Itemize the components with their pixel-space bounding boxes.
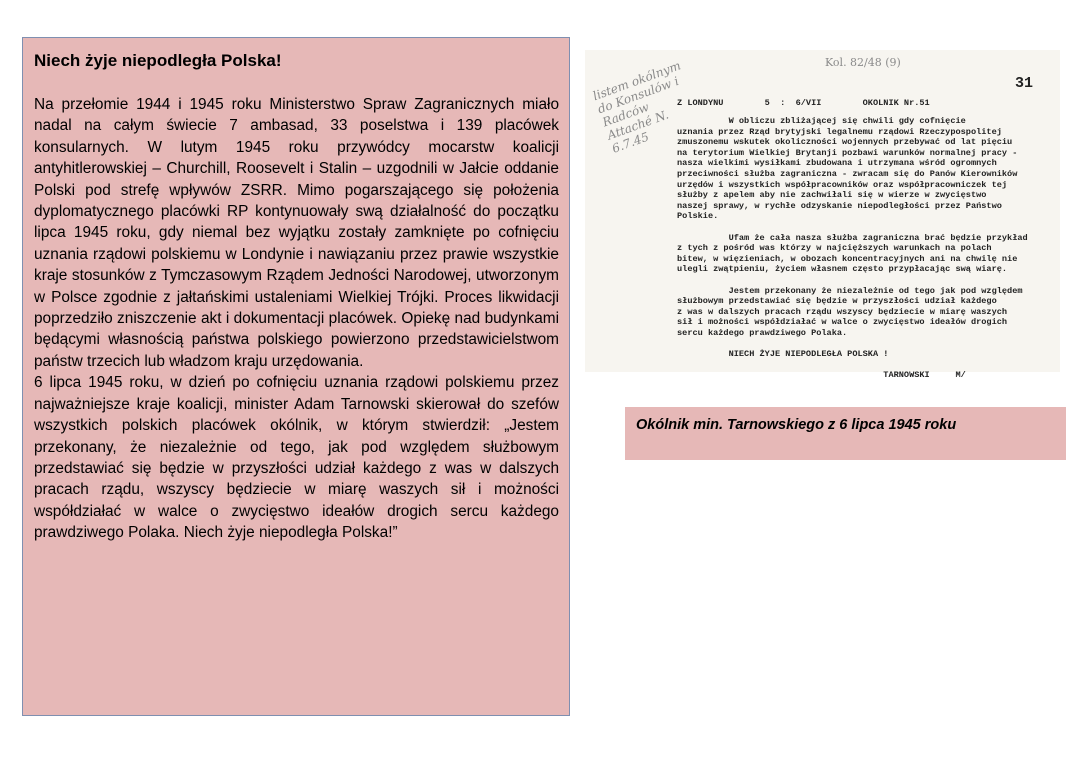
page-number: 31 [1015, 75, 1034, 92]
handwritten-note: listem okólnym do Konsulów i Radców Attaché N. 6.7.45 [591, 58, 683, 156]
image-caption: Okólnik min. Tarnowskiego z 6 lipca 1945 roku [625, 407, 1066, 460]
article-paragraph: 6 lipca 1945 roku, w dzień po cofnięciu uznania rządowi polskiemu przez najważniejsze kraje koalicji, minister Adam Tarnowski skierował do szefów wszystkich polskich placówek okólnik, w którym stwierdził: „Jestem przekonany, że niezależnie od tego, jak pod względem służbowym przedstawiać się będzie w przyszłości udział każdego z was w dalszych pracach rządu, wszyscy będziecie w miarę waszych sił i możności współdziałać w walce o zwycięstwo ideałów drogich sercu każdego prawdziwego Polaka. Niech żyje niepodległa Polska!” [34, 374, 559, 542]
article-title: Niech żyje niepodległa Polska! [34, 51, 282, 70]
letter-body: W obliczu zbliżającej się chwili gdy cofnięcie uznania przez Rząd brytyjski legalnemu rządowi Rzeczypospolitej zmuszonemu wskutek okoliczności wojennych przebywać od lat pięciu na terytorium Wielkiej Brytanji pozbawi warunków normalnej pracy - nasza wielkimi wysiłkami zbudowana i utrzymana wśród ogromnych przeciwności służba zagraniczna - zwracam się do Panów Kierowników urzędów i wszystkich współpracowników oraz współpracowniczek tej służby z apelem aby nie zachwiłali się w wierze w zwycięstwo naszej sprawy, w rychłe odzyskanie niepodległości przez Państwo Polskie. Ufam że cała nasza służba zagraniczna brać będzie przykład z tych z pośród was którzy w najcięższych warunkach na polach bitew, w więzieniach, w obozach koncentracyjnych ani na chwilę nie ulegli zwątpieniu, życiem własnem często przypłacając swą wiarę. Jestem przekonany że niezależnie od tego jak pod względem służbowym przedstawiać się będzie w przyszłości udział każdego z was w dalszych pracach rządu wszyscy będziecie w miarę waszych sił i możności współdziałać w walce o zwycięstwo ideałów drogich sercu każdego prawdziwego Polaka. NIECH ŻYJE NIEPODLEGŁA POLSKA ! TARNOWSKI M/ [677, 116, 1028, 381]
circular-letter-scan [585, 50, 1060, 381]
letter-header: Z LONDYNU 5 : 6/VII OKOLNIK Nr.51 [677, 98, 930, 108]
article-paragraph: Na przełomie 1944 i 1945 roku Ministerstwo Spraw Zagranicznych miało nadal na całym świecie 7 ambasad, 33 poselstwa i 139 placówek konsularnych. W lutym 1945 roku przywódcy mocarstw koalicji antyhitlerowskiej – Churchill, Roosevelt i Stalin – uzgodnili w Jałcie oddanie Polski pod strefę wpływów ZSRR. Mimo pogarszającego się położenia dyplomatycznego placówki RP kontynuowały swą działalność do początku lipca 1945 roku, gdy niemal bez wyjątku zostały zamknięte po cofnięciu uznania rządowi polskiemu w Londynie i nawiązaniu przez prawie wszystkie kraje stosunków z Tymczasowym Rządem Jedności Narodowej, utworzonym w Polsce zgodnie z jałtańskimi ustaleniami Wielkiej Trójki. Proces likwidacji poprzedziło zniszczenie akt i dokumentacji placówek. Opiekę nad budynkami będącymi własnością państwa polskiego powierzono przedstawicielstwom państw trzecich lub władzom kraju urzędowania. [34, 96, 559, 370]
article-text-box [22, 37, 570, 716]
archive-stamp: Kol. 82/48 (9) [825, 56, 901, 69]
